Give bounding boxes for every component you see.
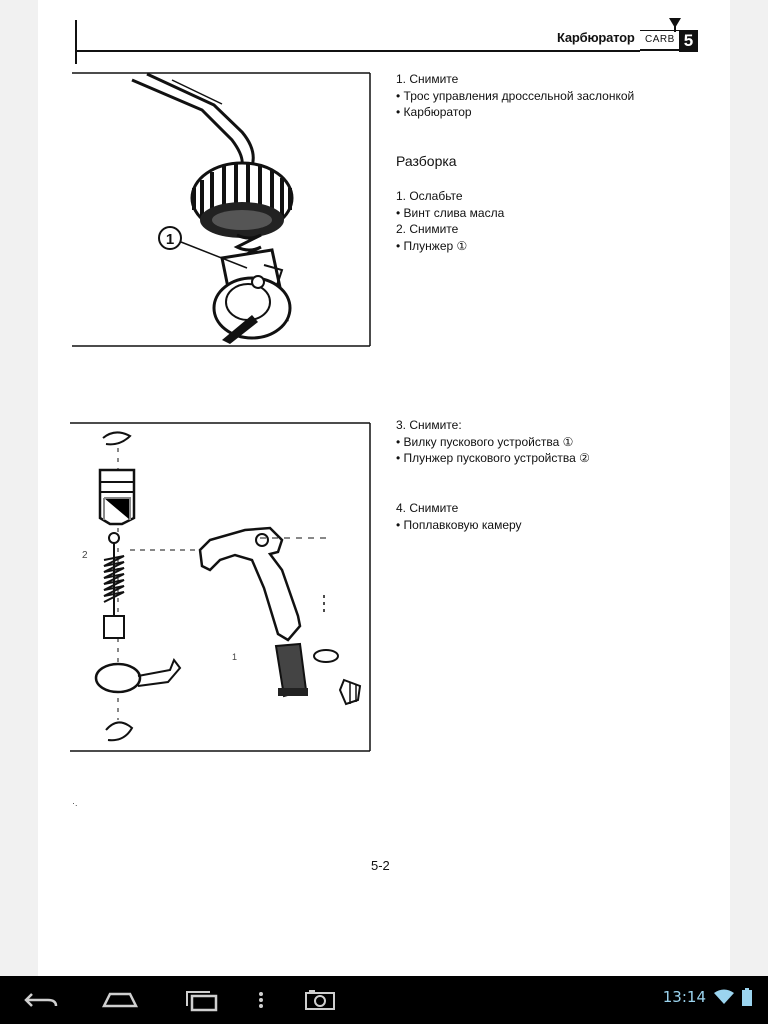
step-line: 3. Снимите:	[396, 418, 462, 432]
section-code: CARB	[645, 34, 675, 45]
page-title: Карбюратор	[557, 30, 635, 45]
step-line: 2. Снимите	[396, 222, 459, 236]
step-line: • Плунжер пускового устройства ②	[396, 451, 590, 465]
stray-scan-mark: ·.	[72, 798, 78, 808]
carburetor-plunger-illustration	[72, 70, 372, 348]
figure2-side-mark: 2	[82, 550, 88, 561]
wifi-icon	[714, 989, 734, 1005]
step-line: • Поплавковую камеру	[396, 517, 522, 532]
status-area	[663, 988, 752, 1006]
step-line: 4. Снимите	[396, 501, 459, 515]
screenshot-icon[interactable]	[303, 988, 337, 1012]
step-line: 1. Снимите	[396, 72, 459, 86]
figure2-tick-mark: 1	[232, 652, 238, 662]
step-block-disassembly	[396, 188, 504, 254]
chapter-number: 5	[679, 30, 698, 52]
step-line: • Вилку пускового устройства ①	[396, 434, 574, 449]
step-line: • Карбюратор	[396, 105, 472, 119]
recent-apps-icon[interactable]	[182, 988, 220, 1012]
step-block-starter	[396, 417, 590, 467]
step-block-remove-carburetor	[396, 71, 634, 121]
starter-plunger-exploded-illustration	[70, 420, 372, 753]
page-number: 5-2	[371, 858, 390, 873]
back-icon[interactable]	[22, 988, 60, 1012]
step-line: • Плунжер ①	[396, 238, 468, 253]
figure1-callout: 1	[165, 231, 175, 248]
battery-icon	[742, 988, 752, 1006]
step-line: 1. Ослабьте	[396, 189, 463, 203]
header-vertical-rule	[75, 20, 77, 64]
system-navigation-bar	[0, 976, 768, 1024]
clock: 13:14	[662, 988, 706, 1006]
step-block-float-chamber	[396, 500, 522, 533]
step-line: • Винт слива масла	[396, 205, 505, 220]
section-heading: Разборка	[396, 153, 457, 169]
menu-icon[interactable]	[256, 988, 266, 1012]
home-icon[interactable]	[100, 988, 140, 1012]
step-line: • Трос управления дроссельной заслонкой	[396, 88, 635, 103]
header-rule	[76, 50, 640, 52]
